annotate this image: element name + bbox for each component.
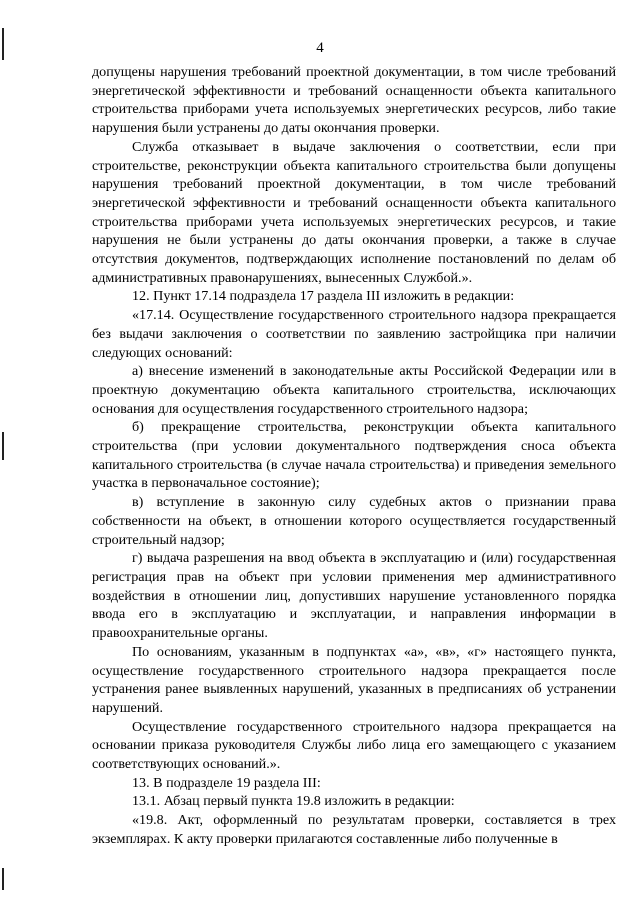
scan-artifact-left-middle [2, 432, 4, 460]
paragraph-subitem-a: а) внесение изменений в законодательные акты Российской Федерации или в проектную документацию объекта капитального строительства, исключающих основания для осуществления государственного строительного надзора; [92, 363, 616, 417]
paragraph-subitem-v: в) вступление в законную силу судебных актов о признании права собственности на объект, в отношении которого осуществляется государственный строительный надзор; [92, 494, 616, 548]
paragraph-item-12: 12. Пункт 17.14 подраздела 17 раздела III изложить в редакции: [132, 288, 515, 305]
document-body [92, 63, 616, 849]
paragraph-subitem-b: б) прекращение строительства, реконструкции объекта капитального строительства (при условии документального подтверждения сноса объекта капитального строительства (в случае начала строительства) и приведения земельного участка в первоначальное состояние); [92, 419, 616, 492]
paragraph-termination: Осуществление государственного строительного надзора прекращается на основании приказа руководителя Службы либо лица его замещающего с указанием соответствующих оснований.». [92, 718, 616, 773]
paragraph-17-14: «17.14. Осуществление государственного строительного надзора прекращается без выдачи заключения о соответствии по заявлению застройщика при наличии следующих оснований: [92, 307, 616, 361]
paragraph-19-8: «19.8. Акт, оформленный по результатам проверки, составляется в трех экземплярах. К акту проверки прилагаются составленные либо полученные в [92, 812, 616, 847]
page-number: 4 [316, 40, 324, 56]
paragraph-grounds: По основаниям, указанным в подпунктах «а», «в», «г» настоящего пункта, осуществление государственного строительного надзора прекращается после устранения ранее выявленных нарушений, указанных в предписаниях об устранении нарушений. [92, 643, 616, 716]
paragraph-subitem-g: г) выдача разрешения на ввод объекта в эксплуатацию и (или) государственная регистрация прав на объект при условии применения мер административного воздействия в отношении лиц, допустивших нарушение установленного порядка ввода его в эксплуатацию и эксплуатации, и направления информации в правоохранительные органы. [92, 550, 616, 642]
paragraph-item-13-1: 13.1. Абзац первый пункта 19.8 изложить в редакции: [132, 793, 455, 810]
paragraph-refusal: Служба отказывает в выдаче заключения о соответствии, если при строительстве, реконструкции объекта капитального строительства были допущены нарушения требований проектной документации, в том числе требований энергетической эффективности и требований оснащенности объекта капитального строительства приборами учета используемых энергетических ресурсов, и такие нарушения не были устранены до даты окончания проверки, а также в случае отсутствия документов, подтверждающих исполнение постановлений по делам об административных правонарушениях, вынесенных Службой.». [92, 138, 616, 286]
scan-artifact-left-bottom [2, 868, 4, 890]
paragraph-item-13: 13. В подразделе 19 раздела III: [132, 774, 321, 791]
paragraph-continuation: допущены нарушения требований проектной документации, в том числе требований энергетической эффективности и требований оснащенности объекта капитального строительства приборами учета используемых энергетических ресурсов, либо такие нарушения были устранены до даты окончания проверки. [92, 64, 616, 137]
